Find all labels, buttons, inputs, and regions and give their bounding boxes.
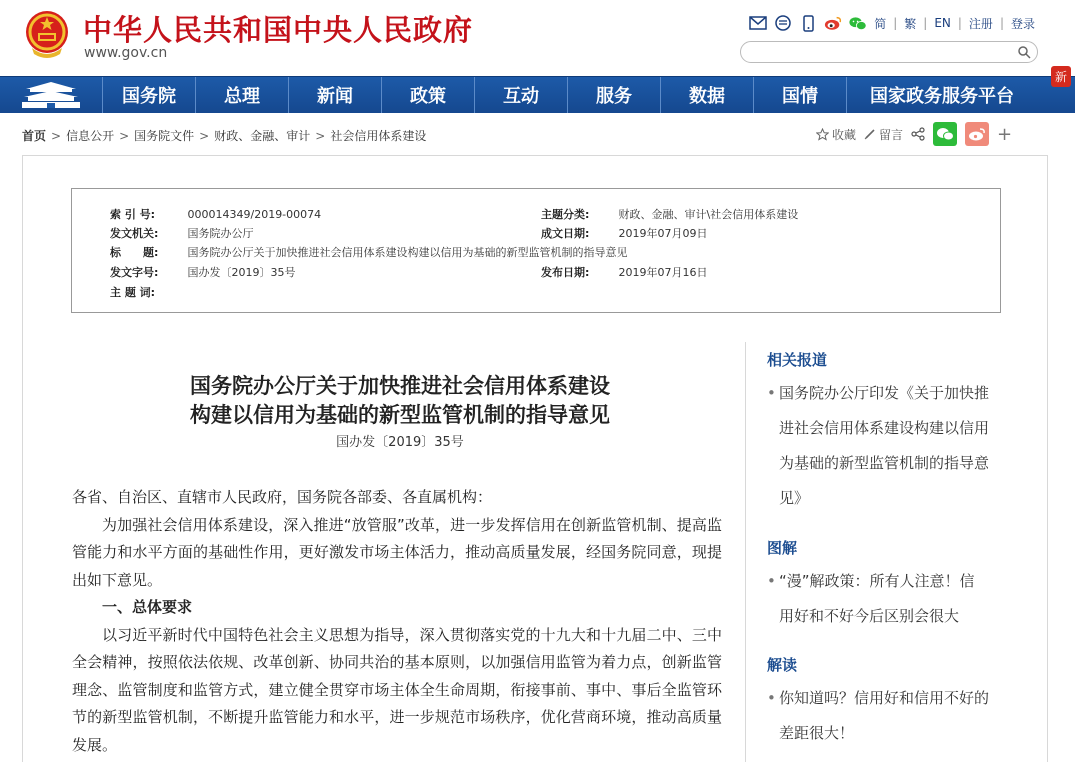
toolbar-separator: | <box>893 16 898 30</box>
site-url: www.gov.cn <box>84 45 168 61</box>
nav-item-interaction[interactable]: 互动 <box>475 77 568 113</box>
meta-index-value: 000014349/2019-00074 <box>187 208 322 221</box>
rss-icon[interactable] <box>774 14 792 32</box>
meta-title-row <box>110 244 628 260</box>
breadcrumb <box>22 127 426 144</box>
meta-pub-date-label: 发布日期: <box>541 266 590 279</box>
article-paragraph: 为加强社会信用体系建设，深入推进“放管服”改革，进一步发挥信用在创新监管机制、提高监管能力和水平方面的基础性作用，更好激发市场主体活力，推动高质量发展，经国务院同意，现提出如下意见。 <box>72 515 722 589</box>
sidebar-graphic-text: “漫”解政策：所有人注意！信用好和不好今后区别会很大 <box>779 572 975 625</box>
share-wechat-button[interactable] <box>933 122 957 146</box>
new-badge: 新 <box>1051 66 1071 87</box>
header-toolbar <box>749 14 1035 32</box>
comment-label: 留言 <box>879 127 904 142</box>
meta-doc-no-row <box>110 264 296 280</box>
article-paragraph: 以习近平新时代中国特色社会主义思想为指导，深入贯彻落实党的十九大和十九届二中、三中全会精神，按照依法依规、改革创新、协同共治的基本原则，以加强信用监管为着力点，创新监管理念、监管制度和监管方式，建立健全贯穿市场主体全生命周期，衔接事前、事中、事后全监管环节的新型监管机制，不断提升监管能力和水平，进一步规范市场秩序，优化营商环境，推动高质量发展。 <box>72 625 722 754</box>
nav-item-national-info[interactable]: 国情 <box>754 77 847 113</box>
breadcrumb-state-council-docs[interactable]: 国务院文件 <box>134 129 195 143</box>
pen-icon <box>864 128 876 140</box>
nav-item-services[interactable]: 服务 <box>568 77 661 113</box>
nav-item-news[interactable]: 新闻 <box>289 77 382 113</box>
login-link[interactable]: 登录 <box>1010 16 1035 31</box>
english-link[interactable]: EN <box>934 16 951 30</box>
meta-index-row <box>110 206 321 222</box>
breadcrumb-separator: > <box>119 128 130 143</box>
meta-doc-no-value: 国办发〔2019〕35号 <box>187 266 296 279</box>
search-icon[interactable] <box>1017 45 1031 59</box>
sidebar-graphic-heading: 图解 <box>767 539 798 557</box>
breadcrumb-separator: > <box>315 128 326 143</box>
tiananmen-icon <box>20 81 82 109</box>
nav-items <box>103 77 1037 113</box>
article-section-heading: 一、总体要求 <box>102 598 193 616</box>
breadcrumb-home[interactable]: 首页 <box>22 129 47 143</box>
main-nav <box>0 70 1075 113</box>
more-share-button[interactable]: + <box>997 123 1013 145</box>
meta-index-label: 索 引 号: <box>110 208 156 221</box>
mail-icon[interactable] <box>749 14 767 32</box>
meta-date-made-row <box>541 225 708 241</box>
bullet-icon: • <box>767 689 776 707</box>
meta-keywords-row <box>110 284 184 300</box>
meta-topic-label: 主题分类: <box>541 208 590 221</box>
breadcrumb-info-disclosure[interactable]: 信息公开 <box>66 129 115 143</box>
breadcrumb-separator: > <box>199 128 210 143</box>
nav-item-premier[interactable]: 总理 <box>196 77 289 113</box>
favorite-label: 收藏 <box>832 127 857 142</box>
comment-button[interactable] <box>864 126 903 143</box>
nav-item-state-council[interactable]: 国务院 <box>103 77 196 113</box>
share-weibo-button[interactable] <box>965 122 989 146</box>
meta-keywords-label: 主 题 词: <box>110 286 156 299</box>
site-header <box>0 0 1075 76</box>
national-emblem-icon[interactable] <box>24 8 70 62</box>
meta-doc-no-label: 发文字号: <box>110 266 159 279</box>
page-actions <box>816 122 1012 146</box>
sidebar-related-text: 国务院办公厅印发《关于加快推进社会信用体系建设构建以信用为基础的新型监管机制的指导意见》 <box>779 384 990 507</box>
nav-home[interactable] <box>0 77 103 113</box>
nav-item-gov-service-platform[interactable]: 国家政务服务平台 <box>870 86 1014 107</box>
article-title-line: 构建以信用为基础的新型监管机制的指导意见 <box>190 402 610 427</box>
meta-issuer-row <box>110 225 254 241</box>
nav-item-data[interactable]: 数据 <box>661 77 754 113</box>
article-body <box>72 484 722 759</box>
share-icon <box>911 127 925 141</box>
meta-date-made-value: 2019年07月09日 <box>618 227 708 240</box>
meta-title-label: 标 题: <box>110 246 159 259</box>
meta-date-made-label: 成文日期: <box>541 227 590 240</box>
bullet-icon: • <box>767 572 776 590</box>
site-name[interactable]: 中华人民共和国中央人民政府 <box>83 13 474 47</box>
meta-pub-date-value: 2019年07月16日 <box>618 266 708 279</box>
breadcrumb-finance[interactable]: 财政、金融、审计 <box>214 129 311 143</box>
meta-pub-date-row <box>541 264 708 280</box>
search-input[interactable] <box>751 43 1011 63</box>
article-doc-number: 国办发〔2019〕35号 <box>336 435 464 450</box>
document-meta-box <box>71 188 1001 313</box>
sidebar-related-heading: 相关报道 <box>767 351 828 369</box>
traditional-link[interactable]: 繁 <box>904 16 917 31</box>
mobile-icon[interactable] <box>799 14 817 32</box>
toolbar-separator: | <box>923 16 928 30</box>
meta-issuer-value: 国务院办公厅 <box>187 227 254 240</box>
sidebar <box>745 342 995 762</box>
sidebar-related-link[interactable] <box>767 376 989 516</box>
article-title-line: 国务院办公厅关于加快推进社会信用体系建设 <box>190 373 610 398</box>
meta-title-value: 国务院办公厅关于加快推进社会信用体系建设构建以信用为基础的新型监管机制的指导意见 <box>187 246 628 259</box>
meta-topic-value: 财政、金融、审计\社会信用体系建设 <box>618 208 799 221</box>
toolbar-separator: | <box>957 16 962 30</box>
sidebar-reading-text: 你知道吗？信用好和信用不好的差距很大！ <box>779 689 990 742</box>
nav-item-policy[interactable]: 政策 <box>382 77 475 113</box>
register-link[interactable]: 注册 <box>968 16 993 31</box>
sidebar-graphic-link[interactable] <box>767 564 989 634</box>
simplified-link[interactable]: 简 <box>874 16 887 31</box>
sidebar-reading-link[interactable] <box>767 681 989 751</box>
toolbar-separator: | <box>999 16 1004 30</box>
search-box <box>740 41 1038 63</box>
article-title <box>120 371 680 429</box>
share-button[interactable] <box>911 127 925 141</box>
weibo-icon <box>968 127 986 141</box>
meta-issuer-label: 发文机关: <box>110 227 159 240</box>
breadcrumb-separator: > <box>51 128 62 143</box>
article-salutation: 各省、自治区、直辖市人民政府，国务院各部委、各直属机构： <box>72 488 493 506</box>
weibo-icon[interactable] <box>824 14 842 32</box>
breadcrumb-credit-system[interactable]: 社会信用体系建设 <box>330 129 427 143</box>
star-icon <box>816 128 829 141</box>
wechat-icon <box>936 127 954 141</box>
bullet-icon: • <box>767 384 776 402</box>
wechat-icon[interactable] <box>849 14 867 32</box>
favorite-button[interactable] <box>816 126 856 143</box>
meta-topic-row <box>541 206 798 222</box>
sidebar-reading-heading: 解读 <box>767 656 798 674</box>
